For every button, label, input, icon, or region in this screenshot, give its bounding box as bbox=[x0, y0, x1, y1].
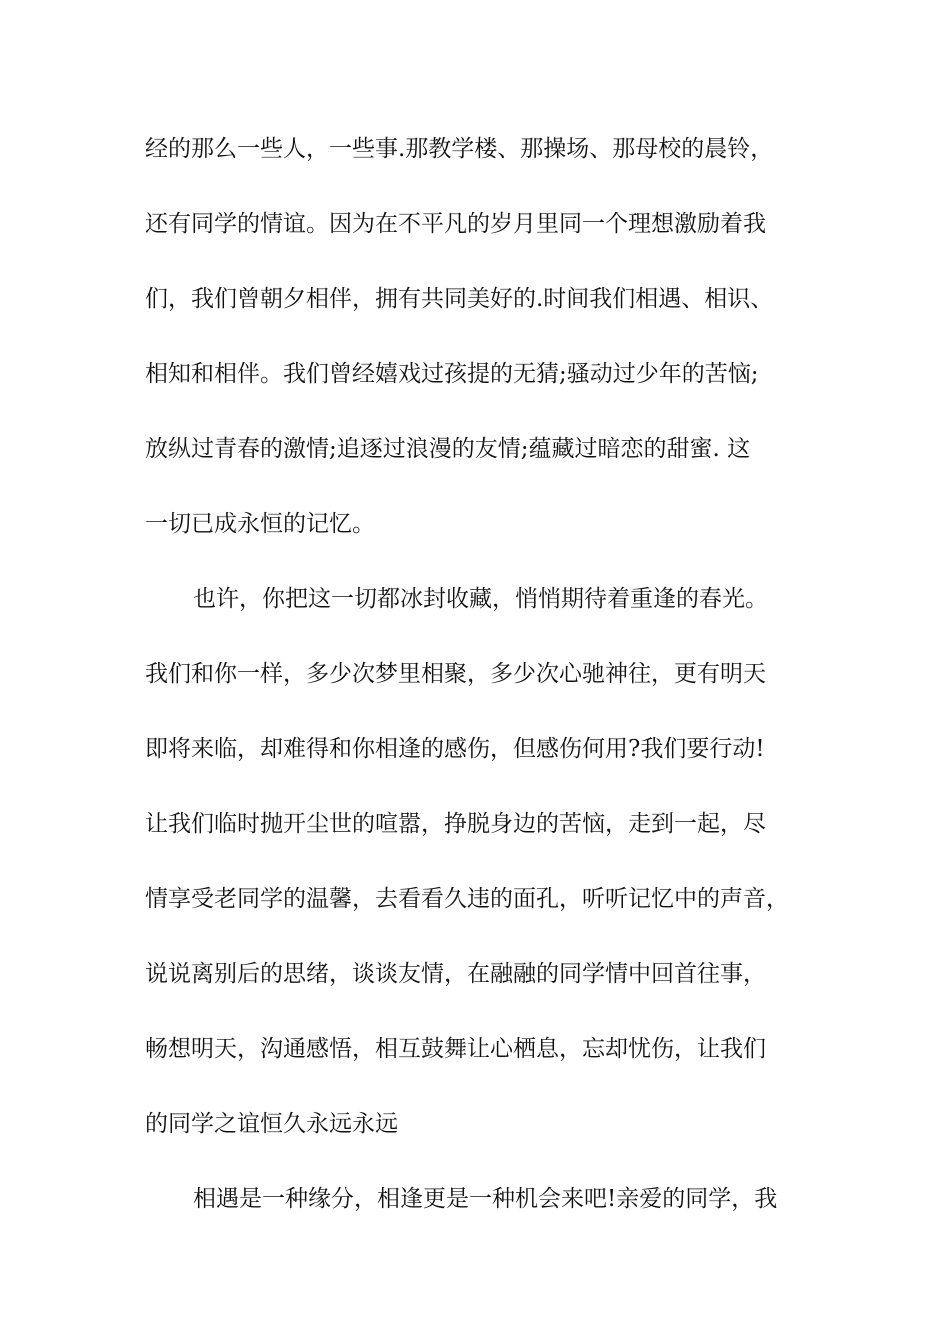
paragraph-start-line: 也许，你把这一切都冰封收藏，悄悄期待着重逢的春光。 bbox=[193, 586, 768, 612]
text-line: 我们和你一样，多少次梦里相聚，多少次心驰神往，更有明天 bbox=[145, 661, 766, 687]
text-line: 让我们临时抛开尘世的喧嚣，挣脱身边的苦恼，走到一起，尽 bbox=[145, 811, 766, 837]
text-line: 放纵过青春的激情;追逐过浪漫的友情;蕴藏过暗恋的甜蜜. 这 bbox=[145, 436, 751, 462]
text-line: 相知和相伴。我们曾经嬉戏过孩提的无猜;骚动过少年的苦恼; bbox=[145, 361, 759, 387]
text-line: 的同学之谊恒久永远永远 bbox=[145, 1111, 398, 1137]
text-line: 们，我们曾朝夕相伴，拥有共同美好的.时间我们相遇、相识、 bbox=[145, 286, 774, 312]
text-line: 还有同学的情谊。因为在不平凡的岁月里同一个理想激励着我 bbox=[145, 211, 766, 237]
text-line: 一切已成永恒的记忆。 bbox=[145, 511, 375, 537]
text-line: 情享受老同学的温馨，去看看久违的面孔，听听记忆中的声音， bbox=[145, 886, 789, 912]
text-line: 说说离别后的思绪，谈谈友情，在融融的同学情中回首往事， bbox=[145, 961, 766, 987]
text-line: 即将来临，却难得和你相逢的感伤，但感伤何用?我们要行动! bbox=[145, 736, 765, 762]
text-line: 经的那么一些人，一些事.那教学楼、那操场、那母校的晨铃， bbox=[145, 136, 774, 162]
text-line: 畅想明天，沟通感悟，相互鼓舞让心栖息，忘却忧伤，让我们 bbox=[145, 1036, 766, 1062]
paragraph-start-line: 相遇是一种缘分，相逢更是一种机会来吧!亲爱的同学，我 bbox=[193, 1186, 778, 1212]
